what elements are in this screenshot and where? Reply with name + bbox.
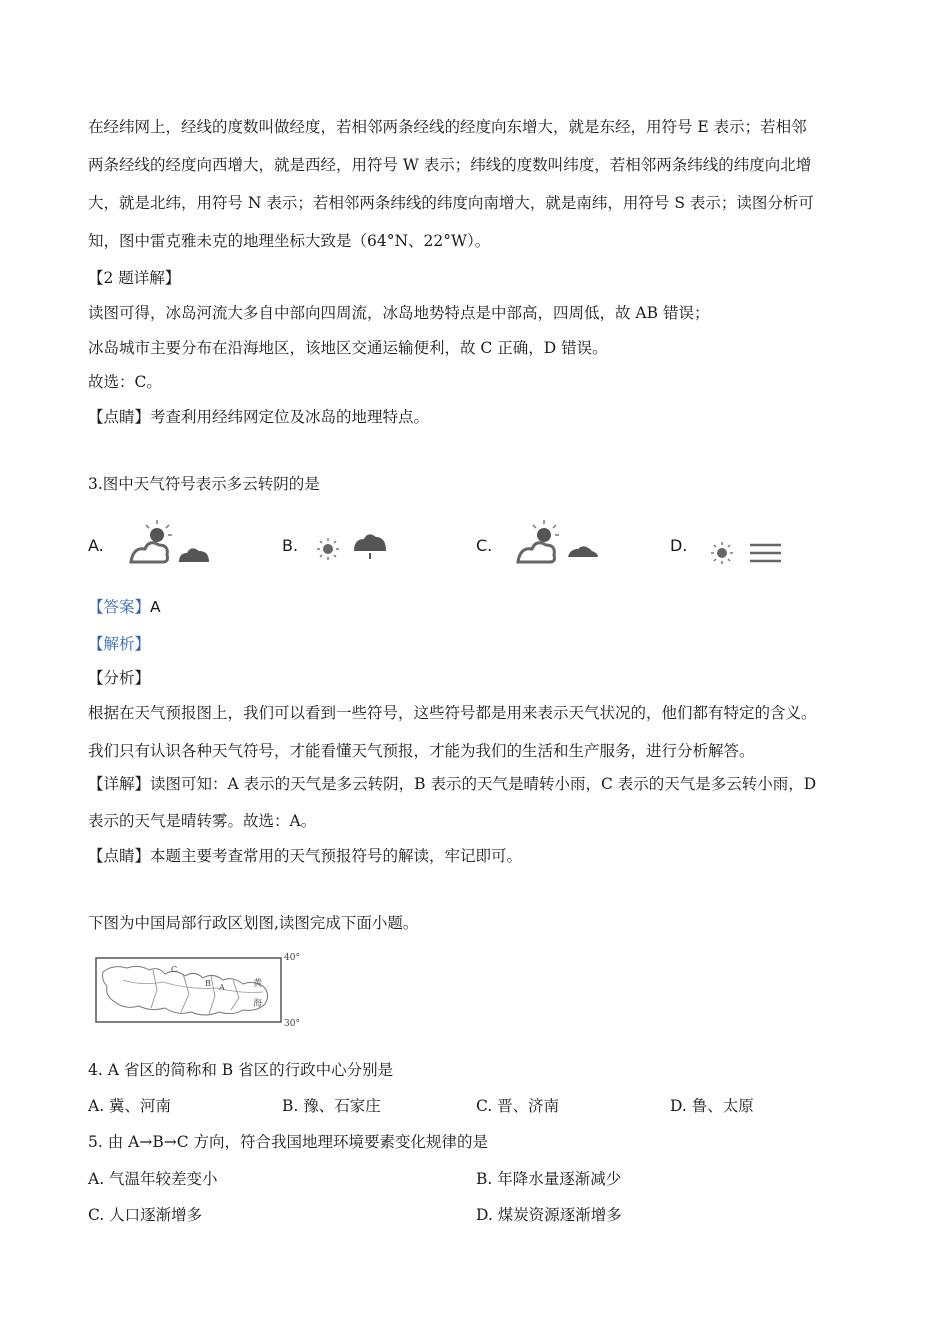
q2-text: 读图可得，冰岛河流大多自中部向四周流，冰岛地势特点是中部高，四周低，故 AB 错误；: [88, 304, 710, 322]
q2-text: 冰岛城市主要分布在沿海地区，该地区交通运输便利，故 C 正确，D 错误。: [88, 339, 608, 357]
map-sea-label: 黄: [253, 979, 263, 989]
cloudy-to-overcast-icon: [125, 515, 215, 570]
q3-tip: 【点睛】本题主要考查常用的天气预报符号的解读，牢记即可。: [88, 847, 523, 865]
map-sea-label: 海: [253, 999, 263, 1009]
q5-option-a: A. 气温年较差变小: [88, 1170, 218, 1188]
map-lat-top: 40°: [284, 953, 300, 963]
q2-heading: 【2 题详解】: [88, 269, 181, 287]
analysis-tag: 【解析】: [88, 635, 151, 653]
q3-option-c-label: C.: [476, 536, 493, 555]
q5-option-d: D. 煤炭资源逐渐增多: [476, 1206, 622, 1224]
q5-stem: 5. 由 A→B→C 方向，符合我国地理环境要素变化规律的是: [88, 1133, 488, 1151]
cloudy-to-light-rain-icon: [512, 515, 602, 570]
map-label-b: B: [205, 979, 211, 988]
answer-tag: 【答案】: [88, 598, 151, 616]
q3-analysis-text: 根据在天气预报图上，我们可以看到一些符号，这些符号都是用来表示天气状况的，他们都有特定的含义。: [88, 704, 817, 722]
paragraph-line: 两条经线的经度向西增大，就是西经，用符号 W 表示；纬线的度数叫纬度，若相邻两条纬线的纬度向北增: [88, 156, 812, 174]
q5-option-b: B. 年降水量逐渐减少: [476, 1170, 622, 1188]
paragraph-line: 大，就是北纬，用符号 N 表示；若相邻两条纬线的纬度向南增大，就是南纬，用符号 S 表示；读图分析可: [88, 194, 814, 212]
paragraph-line: 知，图中雷克雅未克的地理坐标大致是（64°N、22°W）。: [88, 232, 491, 250]
q5-option-c: C. 人口逐渐增多: [88, 1206, 203, 1224]
fenxi-tag: 【分析】: [88, 669, 151, 687]
q3-detail-text: 【详解】读图可知：A 表示的天气是多云转阴，B 表示的天气是晴转小雨，C 表示的天气是多云转小雨，D: [88, 775, 817, 793]
paragraph-line: 在经纬网上，经线的度数叫做经度，若相邻两条经线的经度向东增大，就是东经，用符号 E 表示；若相邻: [88, 118, 807, 136]
q4-option-d: D. 鲁、太原: [670, 1097, 754, 1115]
q3-analysis-text: 我们只有认识各种天气符号，才能看懂天气预报，才能为我们的生活和生产服务，进行分析解答。: [88, 742, 755, 760]
map-label-c: C: [171, 965, 178, 974]
sunny-to-fog-icon: [705, 535, 790, 570]
map-label-a: A: [219, 983, 225, 992]
q3-option-a-label: A.: [88, 536, 104, 555]
q45-intro: 下图为中国局部行政区划图,读图完成下面小题。: [88, 914, 419, 932]
q3-option-d-label: D.: [670, 536, 688, 555]
q4-option-c: C. 晋、济南: [476, 1097, 560, 1115]
q3-answer: [88, 597, 161, 617]
answer-value: A: [150, 598, 161, 616]
sunny-to-light-rain-icon: [312, 525, 392, 570]
q4-option-a: A. 冀、河南: [88, 1097, 172, 1115]
map-lat-bottom: 30°: [284, 1019, 300, 1029]
q2-conclusion: 故选：C。: [88, 373, 162, 391]
china-regional-map: [93, 950, 318, 1030]
q3-stem: 3.图中天气符号表示多云转阴的是: [88, 475, 320, 493]
q3-detail-text: 表示的天气是晴转雾。故选：A。: [88, 812, 317, 830]
q2-tip: 【点睛】考查利用经纬网定位及冰岛的地理特点。: [88, 408, 430, 426]
q4-option-b: B. 豫、石家庄: [282, 1097, 381, 1115]
q4-stem: 4. A 省区的简称和 B 省区的行政中心分别是: [88, 1061, 394, 1079]
q3-option-b-label: B.: [282, 536, 299, 555]
